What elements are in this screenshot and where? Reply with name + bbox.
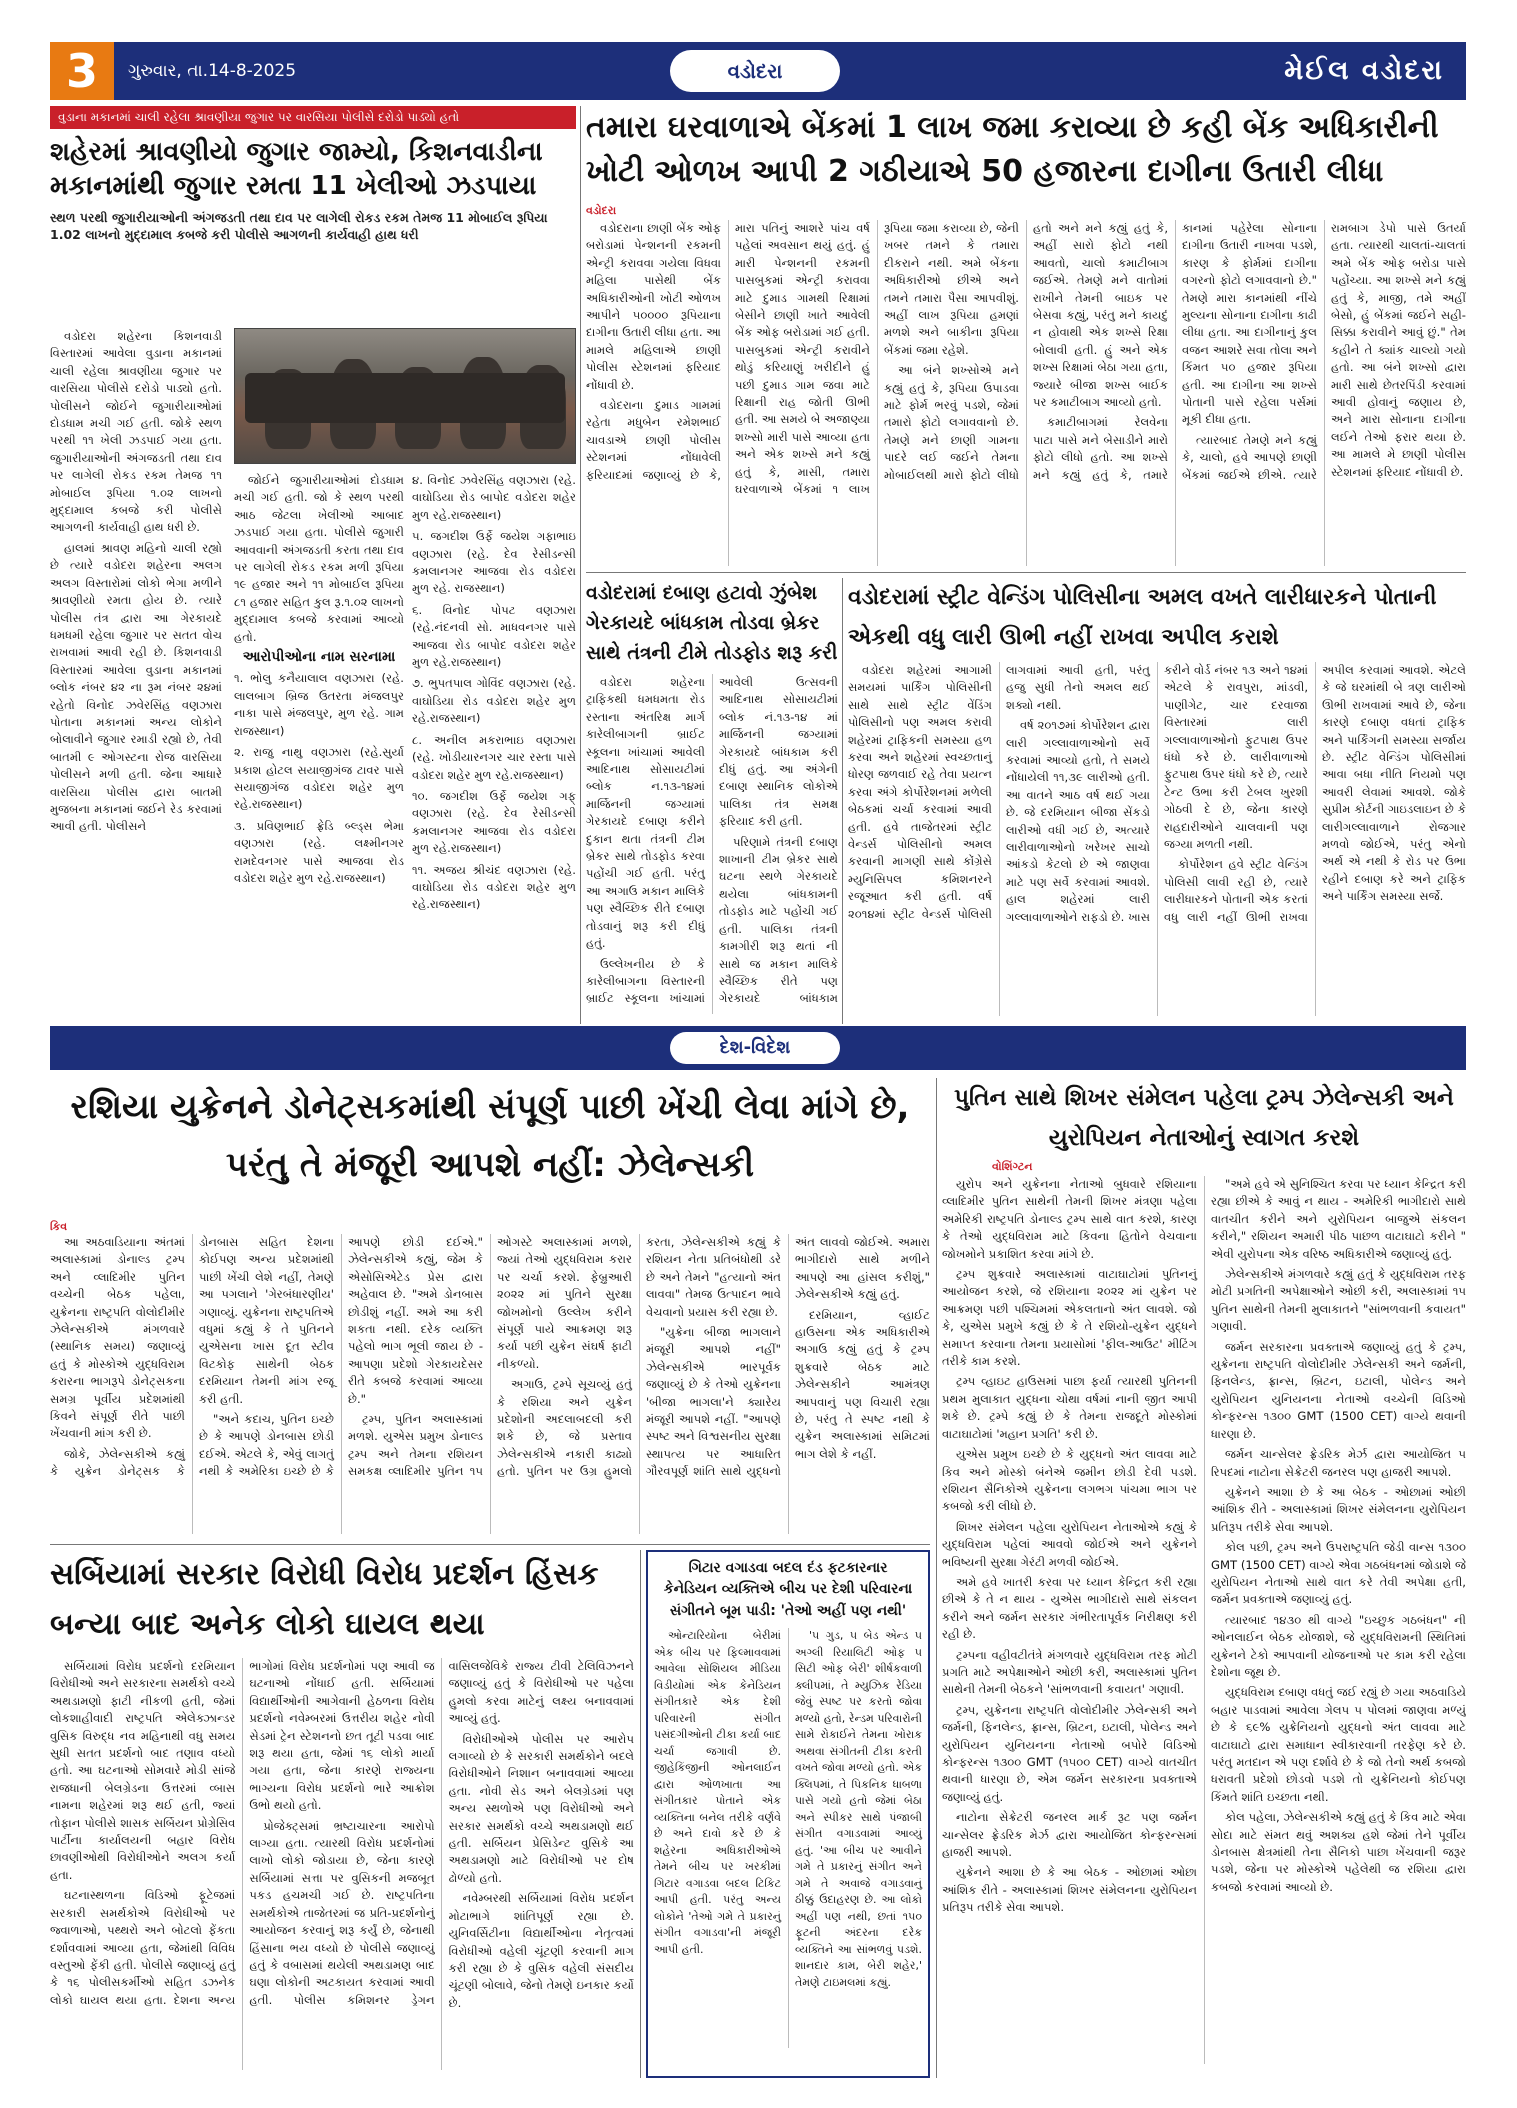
story-headline: કેનેડિયન વ્યક્તિએ બીચ પર દેશી પરિવારના સંગીતને બૂમ પાડી: 'તેઓ અહીં પણ નથી' — [663, 1581, 913, 1619]
story-headline: શહેરમાં શ્રાવણીયો જુગાર જામ્યો, કિશનવાડીના મકાનમાંથી જુગાર રમતા 11 ખેલીઓ ઝડપાયા — [50, 137, 543, 201]
story-body — [654, 1628, 922, 2048]
story-headline: પુતિન સાથે શિખર સંમેલન પહેલા ટ્રમ્પ ઝેલેન્સકી અને યુરોપિયન નેતાઓનું સ્વાગત કરશે — [954, 1085, 1454, 1151]
story-headline: રશિયા યુક્રેનને ડોનેટ્સકમાંથી સંપૂર્ણ પાછી ખેંચી લેવા માંગે છે, પરંતુ તે મંજૂરી આપશે નહીં: ઝેલેન્સકી — [70, 1087, 910, 1185]
story-paragraph: વડોદરા શહેરના ટ્રાફિકથી ધમધમતા રોડ રસ્તાના અંતરિક્ષ માર્ગ કારેલીબાગની બ્રાઈટ સ્કૂલના ખાંચામાં આવેલી આદિનાથ સોસાયટીમાં બ્લોક ન.૧૩-૧૪માં માર્જિનની જગ્યામાં ગેરકાયદે દબાણ કરીને દુકાન થતા તંત્રની ટીમ બ્રેકર સાથે તોડફોડ કરવા પહોંચી ગઈ હતી. પરંતુ આ અગાઉ મકાન માલિકે પણ સ્વૈચ્છિક રીતે દબાણ તોડવાનું શરૂ કરી દીધું હતું. — [586, 675, 705, 951]
accused-entry: ૧. ભોલુ કનૈયાલાલ વણઝારા (રહે. લાલબાગ બ્રિજ ઉતરતા મંજલપુર નાકા પાસે મંજલપુર, મુળ રહે. ગામ રાજસ્થાન) — [234, 671, 404, 738]
story-paragraph: વર્ષ ૨૦૧૭માં કોર્પોરેશન દ્વારા લારી ગલ્લાવાળાઓનો સર્વે કરવામાં આવ્યો હતો, તે સમયે નોંધાયેલી ૧૧,૩૯ લારીઓ હતી. આ વાતને આઠ વર્ષ થઈ ગયા છે. જે દરમિયાન બીજા સેંકડો લારીઓ વધી ગઈ છે, અત્યારે લારીવાળાઓનો ખરેખર સાચો આંકડો કેટલો છે એ જાણવા માટે પણ સર્વે કરવામાં આવશે. હાલ શહેરમાં લારી ગલ્લાવાળાઓને રાફડો છે. ખાસ કરીને વોર્ડ નંબર ૧૩ અને ૧૪માં એટલે કે રાવપુરા, માંડવી, પાણીગેટ, ચાર દરવાજા વિસ્તારમાં લારી ગલ્લાવાળાઓનો ફુટપાથ ઉપર ધંધો કરે છે. લારીવાળાઓ ફુટપાથ ઉપર ધંધો કરે છે, ત્યારે ટેન્ટ ઉભા કરી ટેબલ ખુરશી ગોઠવી દે છે, જેના કારણે રાહદારીઓને ચાલવાની પણ જગ્યા મળતી નથી. — [1006, 663, 1308, 924]
gambling-story — [50, 106, 576, 1024]
story-dateline: વોશિંગ્ટન — [992, 1160, 1033, 1173]
story-headline: સર્બિયામાં સરકાર વિરોધી વિરોધ પ્રદર્શન હિંસક બન્યા બાદ અનેક લોકો ઘાયલ થયા — [50, 1557, 599, 1642]
story-paragraph: અમે હવે ખાતરી કરવા પર ધ્યાન કેન્દ્રિત કરી રહ્યા છીએ કે તે ન થાય - યુએસ ભાગીદારો સાથે સંકલન કરીને અને જર્મન સરકાર ગંભીરતાપૂર્વક નિરીક્ષણ કરી રહી છે. — [942, 1574, 1197, 1642]
story-paragraph: નવેમ્બરથી સર્બિયામાં વિરોધ પ્રદર્શન મોટાભાગે શાંતિપૂર્ણ રહ્યા છે. યુનિવર્સિટીના વિદ્યાર્થીઓના નેતૃત્વમાં વિરોધીઓ વહેલી ચૂંટણી કરવાની માગ કરી રહ્યા છે કે વુસિક વહેલી સંસદીય ચૂંટણી બોલાવે, જેનો તેમણે ઇનકાર કર્યો છે. — [448, 1891, 634, 2010]
story-paragraph: યુરોપ અને યુક્રેનના નેતાઓ બુધવારે રશિયાના વ્લાદિમીર પુતિન સાથેની તેમની શિખર મંત્રણા પહેલા અમેરિકી રાષ્ટ્રપતિ ડોનાલ્ડ ટ્રમ્પ સાથે વાત કરશે, કારણ કે તેઓ યુદ્ધવિરામ માટે કિવના હિતોને વેચવાના જોખમોને પ્રકાશિત કરવા માંગે છે. — [942, 1177, 1197, 1261]
story-kicker: વુડાના મકાનમાં ચાલી રહેલા શ્રાવણીયા જુગાર પર વારસિયા પોલીસે દરોડો પાડ્યો હતો — [50, 106, 576, 129]
section-band-label: દેશ-વિદેશ — [670, 1032, 840, 1064]
story-body — [586, 674, 838, 1014]
story-paragraph: વડોદરાના દુમાડ ગામમાં રહેતા મધુબેન રમેશભાઈ ચાવડાએ છાણી પોલીસ સ્ટેશનમાં નોંધાવેલી ફરિયાદમાં જણાવ્યું છે કે, મારા પતિનું આશરે પાંચ વર્ષ પહેલાં અવસાન થયું હતું. હું મારી પેન્શનની રકમની પાસબુકમાં એન્ટ્રી કરાવવા માટે દુમાડ ગામથી રિક્ષામાં બેસીને છાણી ખાતે આવેલી બેંક ઓફ બરોડામાં ગઈ હતી. પાસબુકમાં એન્ટ્રી કરાવીને થોડું કરિયાણું ખરીદીને હું પછી દુમાડ ગામ જવા માટે રિક્ષાની રાહ જોતી ઊભી હતી. આ સમયે બે અજાણ્યા શખ્સો મારી પાસે આવ્યા હતા અને એક શખ્સે મને કહ્યું હતું કે, માસી, તમારા ઘરવાળાએ બેંકમાં ૧ લાખ રૂપિયા જમા કરાવ્યા છે, જેની ખબર તમને કે તમારા દીકરાને નથી. અમે બેંકના અધિકારીઓ છીએ અને તમને તમારા પૈસા આપવીશું. અહીં લાખ રૂપિયા હમણાં મળશે અને બાકીના રૂપિયા બેંકમાં જમા રહેશે. — [586, 221, 1019, 497]
story-headline: તમારા ઘરવાળાએ બેંકમાં 1 લાખ જમા કરાવ્યા છે કહી બેંક અધિકારીની ખોટી ઓળખ આપી 2 ગઠીયાએ 50 હજારના દાગીના ઉતારી લીધા — [586, 110, 1439, 189]
story-paragraph: ઝેલેન્સકીએ મંગળવારે કહ્યું હતું કે યુદ્ધવિરામ તરફ મોટી પ્રગતિની અપેક્ષાઓને ઓછી કરી, અલાસ્કામાં ૧૫ પુતિન સાથેની તેમની મુલાકાતને "સાંભળવાની કવાયત" ગણાવી. — [1211, 1267, 1466, 1334]
masthead — [50, 42, 1466, 100]
story-paragraph: જર્મન સરકારના પ્રવક્તાએ જણાવ્યું હતું કે ટ્રમ્પ, યુક્રેનના રાષ્ટ્રપતિ વોલોદીમીર ઝેલેન્સકી અને જર્મની, ફિનલેન્ડ, ફ્રાન્સ, બ્રિટન, ઇટાલી, પોલેન્ડ અને યુરોપિયન યુનિયનના નેતાઓ વચ્ચેની વિડિઓ કોન્ફરન્સ ૧૩૦૦ GMT (1500 CET) વાગ્યે થવાની ધારણા છે. — [1211, 1339, 1466, 1441]
story-paragraph: આ બંને શખ્સોએ મને કહ્યું હતું કે, રૂપિયા ઉપાડવા માટે ફોર્મ ભરવું પડશે, જેમાં તમારો ફોટો લગાવવાનો છે. તેમણે મને છાણી ગામના પાદરે લઈ જઈને તેમના મોબાઈલથી મારો ફોટો લીધો હતો અને મને કહ્યું હતું કે, અહીં સારો ફોટો નથી આવતો, ચાલો કમાટીબાગ જઈએ. તેમણે મને વાતોમાં રાખીને તેમની બાઇક પર બેસવા કહ્યું, પરંતુ મને કાયદું ન હોવાથી એક શખ્સે રિક્ષા બોલાવી હતી. હું અને એક શખ્સ રિક્ષામાં બેઠા ગયા હતા, જ્યારે બીજા શખ્સ બાઈક પર કમાટીબાગ આવ્યો હતો. — [884, 221, 1168, 482]
story-paragraph: દરમિયાન, વ્હાઈટ હાઉસના એક અધિકારીએ અગાઉ કહ્યું હતું કે ટ્રમ્પ શુક્રવારે બેઠક માટે ઝેલેન્સકીને આમંત્રણ આપવાનું પણ વિચારી રહ્યા છે, પરંતુ તે સ્પષ્ટ નથી કે યુક્રેન અલાસ્કામાં સમિટમાં ભાગ લેશે કે નહીં. — [795, 1307, 930, 1461]
story-paragraph: ટ્રમ્પ શુક્રવારે અલાસ્કામાં વાટાઘાટોમાં પુતિનનું આયોજન કરશે, જે રશિયાના ૨૦૨૨ માં યુક્રેન પર આક્રમણ પછી પશ્ચિમમાં એકલતાનો અંત લાવશે. જો કે, યુએસ પ્રમુખે કહ્યું છે કે તે રશિયો-યુક્રેન યુદ્ધને સમાપ્ત કરવાના તેમના પ્રયાસોમાં 'ફીલ-આઉટ' મીટિંગ તરીકે કામ કરશે. — [942, 1267, 1197, 1369]
story-paragraph: ઘટનાસ્થળના વિડિઓ ફૂટેજમાં સરકારી સમર્થકોએ વિરોધીઓ પર જ્વાળાઓ, પથ્થરો અને બોટલો ફેંકતા દર્શાવવામાં આવ્યા હતા, જેમાંથી વિવિધ વસ્તુઓ ફેંકી હતી. પોલીસે જણાવ્યું હતું કે ૧૬ પોલીસકર્મીઓ સહિત ડઝનેક લોકો ઘાયલ થયા હતા. દેશના અન્ય ભાગોમાં વિરોધ પ્રદર્શનોમાં પણ આવી જ ઘટનાઓ નોંધાઈ હતી. સર્બિયામાં વિદ્યાર્થીઓની આગેવાની હેઠળના વિરોધ પ્રદર્શનો નવેમ્બરમાં ઉત્તરીય શહેર નોવી સેડમાં ટ્રેન સ્ટેશનનો છત તૂટી પડવા બાદ શરૂ થયા હતા, જેમાં ૧૬ લોકો માર્યા ગયા હતા, જેના કારણે રાજ્યના ભાગ્યના વિરોધ પ્રદર્શનો ભારે આક્રોશ ઉભો થયો હતો. — [50, 1659, 435, 2007]
accused-list-a — [234, 649, 404, 887]
accused-entry: ૫. જગદીશ ઉર્ફે જયેશ ગફાભાઇ વણઝારા (રહે. દેવ રેસીડન્સી કમલાનગર આજવા રોડ વડોદરા મુળ રહે. રાજસ્થાન) — [412, 529, 576, 596]
story-paragraph: કોર્પોરેશન હવે સ્ટ્રીટ વેન્ડિંગ પોલિસી લાવી રહી છે, ત્યારે લારીધારકને પોતાની એક કરતાં વધુ લારી નહીં ઊભી રાખવા અપીલ કરવામાં આવશે. એટલે કે જે ઘરમાંથી બે ત્રણ લારીઓ ઊભી રાખવામાં આવે છે, જેના કારણે દબાણ વધતાં ટ્રાફિક અને પાર્કિંગની સમસ્યા સર્જાય છે. સ્ટ્રીટ વેન્ડિંગ પોલિસીમાં આવા બધા નીતિ નિયમો પણ આવરી લેવામાં આવશે. જોકે સુપ્રીમ કોર્ટની ગાઇડલાઇન છે કે લારીગલ્લાવાળાને રોજગાર મળવો જોઈએ, પરંતુ એનો અર્થ એ નથી કે રોડ પર ઉભા રહીને દબાણ કરે અને ટ્રાફિક અને પાર્કિંગ સમસ્યા સર્જે. — [1164, 663, 1466, 924]
story-paragraph: સર્બિયામાં વિરોધ પ્રદર્શનો દરમિયાન વિરોધીઓ અને સરકારના સમર્થકો વચ્ચે અથડામણો ફાટી નીકળી હતી, જેમાં લોકશાહીવાદી રાષ્ટ્રપતિ એલેક્ઝાન્ડર વુસિક વિરુદ્ધ નવ મહિનાથી વધુ સમય સુધી સતત પ્રદર્શનો બાદ તણાવ વધ્યો હતો. આ ઘટનાઓ સોમવારે મોડી સાંજે રાજધાની બેલગ્રેડના ઉત્તરમાં વ્બાસ નામના શહેરમાં શરૂ થઈ હતી, જ્યાં તોફાન પોલીસે શાસક સર્બિયન પ્રોગ્રેસિવ પાર્ટીના કાર્યાલયની બહાર વિરોધ છાવણીઓથી વિરોધીઓને અલગ કર્યા હતા. — [50, 1659, 236, 1882]
story-paragraph: કોલ પહેલા, ઝેલેન્સકીએ કહ્યું હતું કે કિવ માટે એવા સોદા માટે સંમત થવું અશક્ય હશે જેમાં તેને પૂર્વીય ડોનબાસ ક્ષેત્રમાંથી તેના સૈનિકો પાછા ખેંચવાની જરૂર પડશે, જેના પર મોસ્કોએ પહેલેથી જ રશિયા દ્વારા કબજો કરવામાં આવ્યો છે. — [1211, 1810, 1466, 1894]
newspaper-brand: મેઈલ વડોદરા — [1284, 55, 1444, 86]
story-paragraph: "અને કદાચ, પુતિન ઇચ્છે છે કે આપણે ડોનબાસ છોડી દઈએ. એટલે કે, એવું લાગતું નથી કે અમેરિકા ઇચ્છે છે કે આપણે છોડી દઈએ." ઝેલેન્સકીએ કહ્યું, જેમ કે એસોસિએટેડ પ્રેસ દ્વારા અહેવાલ છે. "અમે ડોનબાસ છોડીશું નહીં. અમે આ કરી શકતા નથી. દરેક વ્યક્તિ પહેલો ભાગ ભૂલી જાય છે - આપણા પ્રદેશો ગેરકાયદેસર રીતે કબજે કરવામાં આવ્યા છે." — [199, 1235, 483, 1479]
story-paragraph: ટ્રમ્પ, પુતિન અલાસ્કામાં મળશે. યુએસ પ્રમુખ ડોનાલ્ડ ટ્રમ્પ અને તેમના રશિયન સમકક્ષ વ્લાદિમીર પુતિન ૧૫ ઓગસ્ટે અલાસ્કામાં મળશે, જ્યાં તેઓ યુદ્ધવિરામ કરાર પર ચર્ચા કરશે. ફેબ્રુઆરી ૨૦૨૨ માં પુતિને સુરક્ષા જોખમોનો ઉલ્લેખ કરીને સંપૂર્ણ પાયે આક્રમણ શરૂ કર્યા પછી યુક્રેન સંઘર્ષ ફાટી નીકળ્યો. — [348, 1235, 632, 1479]
raid-photo — [234, 328, 576, 464]
story-paragraph: ત્યારબાદ ૧૪૩૦ થી વાગ્યે "ઇચ્છુક ગઠબંધન" ની ઓનલાઈન બેઠક યોજાશે, જે યુદ્ધવિરામની સ્થિતિમાં યુક્રેનને ટેકો આપવાની યોજનાઓ પર કામ કરી રહેલા દેશોના જૂથ છે. — [1211, 1612, 1466, 1679]
story-kicker: ગિટાર વગાડવા બદલ દંડ ફટકારનાર — [688, 1560, 888, 1576]
accused-entry: ૧૦. જગદીશ ઉર્ફે જયેશ ગફ્ વણઝારા (રહે. દેવ રેસીડન્સી કમલાનગર આજવા રોડ વડોદરા મુળ રહે.રાજસ્થાન) — [412, 788, 576, 856]
story-dateline: કિવ — [50, 1220, 68, 1233]
story-paragraph: ટ્રમ્પ, યુક્રેનના રાષ્ટ્રપતિ વોલોદીમીર ઝેલેન્સકી અને જર્મની, ફિનલેન્ડ, ફ્રાન્સ, બ્રિટન, ઇટાલી, પોલેન્ડ અને યુરોપિયન યુનિયનના નેતાઓ બપોરે વિડિઓ કોન્ફરન્સ ૧૩૦૦ GMT (૧૫૦૦ CET) વાગ્યે વાતચીત થવાની ધારણા છે, એમ જર્મન સરકારના પ્રવક્તાએ જણાવ્યું હતું. — [942, 1702, 1197, 1804]
story-body — [586, 220, 1466, 566]
story-paragraph: જોઈને જુગારીયાઓમાં દોડધામ મચી ગઈ હતી. જો કે સ્થળ પરથી આઠ જેટલા ખેલીઓ આબાદ ઝડપાઈ ગયા હતા. પોલીસે જુગારી આવવાની અંગજડતી કરતા તથા દાવ પર લાગેલી રોકડ રકમ મળી રૂપિયા ૧૯ હજાર અને ૧૧ મોબાઈલ રૂપિયા ૮૧ હજાર સહિત કુલ રૂ.૧.૦૨ લાખનો મુદ્દામાલ કબજે કરવામાં આવ્યો હતો. — [234, 473, 404, 644]
page-number: 3 — [50, 42, 114, 100]
story-paragraph: પરિણામે તંત્રની દબાણ શાખાની ટીમ બ્રેકર સાથે ઘટના સ્થળે ગેરકાયદે થયેલા બાંધકામની તોડફોડ માટે પહોંચી ગઈ હતી. પાલિકા તંત્રની કામગીરી શરૂ થતાં ની સાથે જ મકાન માલિકે સ્વૈચ્છિક રીતે પણ ગેરકાયદે બાંધકામ — [719, 834, 838, 1006]
accused-entry: ૧૧. અજય શ્રીચંદ વણઝારા (રહે. વાઘોડિયા રોડ વડોદરા શહેર મુળ રહે.રાજસ્થાન) — [412, 862, 576, 912]
story-body — [50, 1658, 634, 2070]
section-label: વડોદરા — [670, 50, 840, 92]
street-vending-story — [848, 578, 1466, 1024]
story-dateline: વડોદરા — [586, 204, 617, 217]
accused-heading: આરોપીઓના નામ સરનામા — [242, 649, 396, 666]
story-paragraph: યુએસ પ્રમુખ ઇચ્છે છે કે યુદ્ધનો અંત લાવવા માટે કિવ અને મોસ્કો બંનેએ જમીન છોડી દેવી પડશે. રશિયન સૈનિકોએ યુક્રેનના લગભગ પાંચમા ભાગ પર કબજો કરી લીધો છે. — [942, 1447, 1197, 1514]
story-paragraph: યુક્રેનને આશા છે કે આ બેઠક - ઓછામાં ઓછા આંશિક રીતે - અલાસ્કામાં શિખર સંમેલનના યુરોપિયન પ્રતિરૂપ તરીકે સેવા આપશે. — [942, 1865, 1197, 1915]
story-paragraph: વિરોધીઓએ પોલીસ પર આરોપ લગાવ્યો છે કે સરકારી સમર્થકોને બદલે વિરોધીઓને નિશાન બનાવવામાં આવ્યા હતા. નોવી સેડ અને બેલગ્રેડમાં પણ અન્ય સ્થળોએ પણ વિરોધીઓ અને સરકાર સમર્થકો વચ્ચે અથડામણો થઈ હતી. સર્બિયન પ્રેસિડેન્ટ વુસિકે આ અથડામણો માટે વિરોધીઓ પર દોષ ઢોળ્યો હતો. — [448, 1731, 634, 1885]
story-body — [848, 662, 1466, 1016]
story-deck: સ્થળ પરથી જુગારીયાઓની અંગજડતી તથા દાવ પર લાગેલી રોકડ રકમ તેમજ 11 મોબાઈલ રૂપિયા 1.02 લાખનો મુદ્દામાલ કબજે કરી પોલીસે આગળની કાર્યવાહી હાથ ધરી — [50, 210, 548, 242]
story-body-col2 — [234, 472, 404, 1018]
accused-list-b — [412, 472, 576, 1018]
story-paragraph: પ્રોજેક્ટ્સમાં ભ્રષ્ટાચારના આરોપો લાગ્યા હતા. ત્યારથી વિરોધ પ્રદર્શનોમાં લાખો લોકો જોડાયા છે, જેના કારણે સર્બિયામાં સત્તા પર વુસિકની મજબૂત પકડ હચમચી ગઈ છે. રાષ્ટ્રપતિના સમર્થકોએ તાજેતરમાં જ પ્રતિ-પ્રદર્શનોનું આયોજન કરવાનું શરૂ કર્યું છે, જેનાથી હિંસાના ભય વધ્યો છે પોલીસે જણાવ્યું હતું કે વબાસમાં થયેલી અથડામણ બાદ ઘણા લોકોની અટકાયત કરવામાં આવી હતી. પોલીસ કમિશનર ડ્રેગન વાસિલજેવિકે રાજ્ય ટીવી ટેલિવિઝનને જણાવ્યું હતું કે વિરોધીઓ પર પહેલા હુમલો કરવા માટેનું લક્ષ્ય બનાવવામાં આવ્યું હતું. — [249, 1659, 634, 2007]
story-paragraph: ઉલ્લેખનીય છે કે કારેલીબાગના વિસ્તારની બ્રાઈટ સ્કૂલના ખાંચામાં આવેલી ઉત્સવની આદિનાથ સોસાયટીમાં બ્લોક નં.૧૩-૧૪ માં માર્જિનની જગ્યામાં ગેરકાયદે બાંધકામ કરી દીધું હતું. આ અંગેની દબાણ સ્થાનિક લોકોએ પાલિકા તંત્ર સમક્ષ ફરિયાદ કરી હતી. — [586, 675, 838, 1006]
story-paragraph: ટ્રમ્પના વહીવટીતંત્રે મંગળવારે યુદ્ધવિરામ તરફ મોટી પ્રગતિ માટે અપેક્ષાઓને ઓછી કરી, અલાસ્કામાં પુતિન સાથેની તેમની બેઠકને 'સાંભળવાની કવાયત' ગણાવી. — [942, 1647, 1197, 1697]
demolition-story — [586, 578, 838, 1024]
story-paragraph: કમાટીબાગમાં રેલવેના પાટા પાસે મને બેસાડીને મારો ફોટો લીધો હતો. આ શખ્સે મને કહ્યું હતું કે, તમારે કાનમાં પહેરેલા સોનાના દાગીના ઉતારી નાખવા પડશે, કારણ કે ફોર્મમાં દાગીના વગરનો ફોટો લગાવવાનો છે." તેમણે મારા કાનમાંથી નીંચે મુલ્યના સોનાના દાગીના કાઢી લીધા હતા. આ દાગીનાનું કુલ વજન આશરે સવા તોલા અને કિંમત ૫૦ હજાર રૂપિયા હતી. આ દાગીના આ શખ્સે પોતાની પાસે રહેલા પર્સમાં મૂકી દીધા હતા. — [1033, 221, 1317, 482]
issue-date: ગુરુવાર, તા.14-8-2025 — [128, 61, 297, 81]
story-paragraph: હાલમાં શ્રાવણ મહિનો ચાલી રહ્યો છે ત્યારે વડોદરા શહેરના અલગ અલગ વિસ્તારોમાં લોકો ભેગા મળીને શ્રાવણીયો રમતા હોય છે. ત્યારે પોલીસ તંત્ર દ્વારા આ ગેરકાયદે ધમધમી રહેલા જુગાર પર સતત વોચ રાખવામાં આવી રહી છે. કિશનવાડી વિસ્તારમાં આવેલા વુડાના મકાનમાં બ્લોક નંબર ૪૨ ના રૂમ નંબર ૨૪માં રહેતો વિનોદ ઝવેરસિંહ વણઝારા પોતાના મકાનમાં અન્ય લોકોને બોલાવીને જુગાર રમાડી રહ્યો છે, તેવી બાતમી ૯ ઓગસ્ટના રોજ વારસિયા પોલીસને મળી હતી. જેના આધારે વારસિયા પોલીસ દ્વારા બાતમી મુજબના મકાનમાં જઈને રેડ કરવામાં આવી હતી. પોલીસને — [50, 540, 222, 834]
accused-entry: ૮. અનીલ મકરાભાઇ વણઝારા (રહે. ખોડીયારનગર ચાર રસ્તા પાસે વડોદરા શહેર મુળ રહે.રાજસ્થાન) — [412, 732, 576, 782]
story-paragraph: આ અઠવાડિયાના અંતમાં અલાસ્કામાં ડોનાલ્ડ ટ્રમ્પ અને વ્લાદિમીર પુતિન વચ્ચેની બેઠક પહેલા, યુક્રેનના રાષ્ટ્રપતિ વોલોદીમીર ઝેલેન્સકીએ મંગળવારે (સ્થાનિક સમય) જણાવ્યું હતું કે મોસ્કોએ યુદ્ધવિરામ કરારના ભાગરૂપે ડોનેટ્સકના સમગ્ર પૂર્વીય પ્રદેશમાંથી કિવને સંપૂર્ણ રીતે પાછી ખેંચવાની માંગ કરી છે. — [50, 1235, 185, 1441]
story-paragraph: "યુક્રેના બીજા ભાગલાને મંજૂરી આપશે નહીં" ઝેલેન્સકીએ ભારપૂર્વક જણાવ્યું છે કે તેઓ યુક્રેનના 'બીજા ભાગલા'ને ક્યારેય મંજૂરી આપશે નહીં. "આપણે સ્પષ્ટ અને વિશ્વસનીય સુરક્ષા સ્થાપત્ય પર આધારિત ગૌરવપૂર્ણ શાંતિ સાથે યુદ્ધનો અંત લાવવો જોઈએ. અમારા ભાગીદારો સાથે મળીને આપણે આ હાંસલ કરીશું," ઝેલેન્સકીએ કહ્યું હતું. — [646, 1235, 930, 1479]
story-headline: વડોદરામાં દબાણ હટાવો ઝુંબેશ ગેરકાયદે બાંધકામ તોડવા બ્રેકર સાથે તંત્રની ટીમે તોડફોડ શરૂ કરી — [586, 582, 838, 664]
story-paragraph: ત્યારબાદ તેમણે મને કહ્યું કે, ચાલો, હવે આપણે છાણી બેંકમાં જઈએ છીએ. ત્યારે રામબાગ ડેપો પાસે ઉતર્યા હતા. ત્યારથી ચાલતાં-ચાલતાં અમે બેંક ઓફ બરોડા પાસે પહોંચ્યા. આ શખ્સે મને કહ્યું હતું કે, માજી, તમે અહીં બેસો, હું બેંકમાં જઈને સહી-સિક્કા કરાવીને આવું છું." તેમ કહીને તે ક્યાંક ચાલ્યો ગયો હતો. આ બંને શખ્સો દ્વારા મારી સાથે છેતરપિંડી કરવામાં આવી હોવાનું જણાય છે, અને મારા સોનાના દાગીના લઈને તેઓ ફરાર થયા છે. આ મામલે મે છાણી પોલીસ સ્ટેશનમાં ફરિયાદ નોંધાવી છે. — [1182, 221, 1466, 482]
story-body — [942, 1176, 1466, 2064]
story-paragraph: વડોદરા શહેરમાં આગામી સમયમાં પાર્કિંગ પોલિસીની સાથે સાથે સ્ટ્રીટ વેંડિંગ પોલિસીનો પણ અમલ કરાવી શહેરમાં ટ્રાફિકની સમસ્યા હળ કરવા અને શહેરમાં સ્વચ્છતાનું ધોરણ જળવાઈ રહે તેવા પ્રયત્ન કરવા અંગે કોર્પોરેશનમાં મળેલી બેઠકમાં ચર્ચા કરવામાં આવી હતી. હવે તાજેતરમાં સ્ટ્રીટ વેન્ડર્સ પોલિસીનો અમલ કરવાની માગણી સાથે કોંગ્રેસે મ્યુનિસિપલ કમિશનરને રજૂઆત કરી હતી. વર્ષ ૨૦૧૪માં સ્ટ્રીટ વેન્ડર્સ પોલિસી લાગવામાં આવી હતી, પરંતુ હજુ સુધી તેનો અમલ થઈ શક્યો નથી. — [848, 663, 1150, 921]
accused-entry: ૨. રાજુ નાથુ વણઝારા (રહે.સુર્યા પ્રકાશ હોટલ સયાજીગંજ ટાવર પાસે સયાજીગંજ વડોદરા શહેર મુળ રહે.રાજસ્થાન) — [234, 745, 404, 812]
accused-entry: ૩. પ્રવિણભાઈ ફ્રેડિ બ્લ્ડ્સ ભેમા વણઝારા (રહે. લક્ષ્મીનગર રામદેવનગર પાસે આજવા રોડ વડોદરા શહેર મુળ રહે.રાજસ્થાન) — [234, 818, 404, 885]
story-paragraph: "અમે હવે એ સુનિશ્ચિત કરવા પર ધ્યાન કેન્દ્રિત કરી રહ્યા છીએ કે આવું ન થાય - અમેરિકી ભાગીદારો સાથે વાતચીત કરીને અને યુરોપિયન બાજુએ સંકલન કરીને," રશિયન અમારી પીઠ પાછળ વાટાઘાટો કરીને " એવી યુરોપના એક વરિષ્ઠ અધિકારીએ જણાવ્યું હતું. — [1211, 1177, 1466, 1261]
story-paragraph: યુક્રેનને આશા છે કે આ બેઠક - ઓછામાં ઓછી આંશિક રીતે - અલાસ્કામાં શિખર સંમેલનના યુરોપિયન પ્રતિરૂપ તરીકે સેવા આપશે. — [1211, 1484, 1466, 1534]
zelensky-story — [50, 1078, 930, 1538]
accused-entry: ૬. વિનોદ પોપટ વણઝારા (રહે.નંદનવી સો. માધવનગર પાસે આજવા રોડ બાપોદ વડોદરા શહેર મુળ રહે.રાજસ્થાન) — [412, 602, 576, 670]
story-paragraph: નાટોના સેક્રેટરી જનરલ માર્ક રૂટ પણ જર્મન ચાન્સેલર ફ્રેડરિક મેર્ઝ દ્વારા આયોજિત કોન્ફરન્સમાં હાજરી આપશે. — [942, 1810, 1197, 1860]
story-body — [50, 1234, 930, 1534]
story-paragraph: ઓન્ટારિયોના બેરીમાં એક બીચ પર ફિલ્માવવામાં આવેલા સોશિયલ મીડિયા વિડીયોમાં એક કેનેડિયન સંગીતકારે એક દેશી પરિવારની સંગીત પસંદગીઓની ટીકા કર્યા બાદ ચર્ચા જગાવી છે. જીહેકિંજીની ઓનલાઈન દ્વારા ઓળખાતા આ સંગીતકાર પોતાને એક વ્યક્તિના બનેલ તરીકે વર્ણવે છે અને દાવો કરે છે કે શહેરના અધિકારીઓએ તેમને બીચ પર ખરકીમાં ગિટાર વગાડવા બદલ ટિકિટ આપી હતી. પરંતુ અન્ય લોકોને 'તેઓ ગમે તે પ્રકારનું સંગીત વગાડવા'ની મંજૂરી આપી હતી. — [654, 1629, 781, 1956]
story-paragraph: અગાઉ, ટ્રમ્પે સૂચવ્યું હતું કે રશિયા અને યુક્રેન પ્રદેશોની અદલાબદલી કરી શકે છે, જે પ્રસ્તાવ ઝેલેન્સકીએ નકારી કાઢ્યો હતો. પુતિન પર ઉગ્ર હુમલો કરતા, ઝેલેન્સકીએ કહ્યું કે રશિયન નેતા પ્રતિબંધોથી ડરે છે અને તેમને "હત્યાનો અંત લાવવા" તેમજ ઉત્પાદન ભાવે વેચવાનો પ્રયાસ કરી રહ્યા છે. — [497, 1235, 781, 1479]
story-paragraph: વડોદરા શહેરના કિશનવાડી વિસ્તારમાં આવેલા વુડાના મકાનમાં ચાલી રહેલા શ્રાવણીયા જુગાર પર વારસિયા પોલીસે દરોડો પાડ્યો હતો. પોલીસને જોઈને જુગારીયાઓમાં દોડધામ મચી ગઈ હતી. જોકે સ્થળ પરથી ૧૧ ખેલી ઝડપાઈ ગયા હતા. જુગારીયાઓની અંગજડતી તથા દાવ પર લાગેલી રોકડ રકમ તેમજ ૧૧ મોબાઈલ રૂપિયા ૧.૦૨ લાખનો મુદ્દામાલ કબજે કરી પોલીસે આગળની કાર્યવાહી હાથ ધરી છે. — [50, 329, 222, 535]
story-paragraph: જર્મન ચાન્સેલર ફ્રેડરિક મેર્ઝ દ્વારા આયોજિત ૫ રિપદમાં નાટોના સેક્રેટરી જનરલ પણ હાજરી આપશે. — [1211, 1447, 1466, 1479]
bank-fraud-story — [586, 106, 1466, 568]
putin-summit-story — [942, 1078, 1466, 2078]
story-paragraph: યુદ્ધવિરામ દબાણ વધતું જઈ રહ્યું છે ગયા અઠવાડિયે બહાર પાડવામાં આવેલા ગેલપ ૫ પોલમાં જાણવા મળ્યું છે કે ૬૯% યુક્રેનિયનો યુદ્ધનો અંત લાવવા માટે વાટાઘાટો દ્વારા સમાધાન સ્વીકારવાની તરફેણ કરે છે. પરંતુ મતદાન એ પણ દર્શાવે છે કે જો તેનો અર્થ કબજો ધરાવતી પ્રદેશો છોડવો પડશે તો યુક્રેનિયનો કોઈપણ કિંમતે શાંતિ ઇચ્છતા નથી. — [1211, 1685, 1466, 1804]
story-body-col1 — [50, 328, 222, 1018]
guitar-story — [646, 1550, 930, 2078]
story-paragraph: શિખર સંમેલન પહેલા યુરોપિયન નેતાઓએ કહ્યું કે યુદ્ધવિરામ પહેલાં આવવો જોઈએ અને યુક્રેનને ભવિષ્યની સુરક્ષા ગેરંટી મળવી જોઈએ. — [942, 1519, 1197, 1569]
accused-entry: ૪. વિનોદ ઝવેરસિંહ વણઝારા (રહે. વાઘોડિયા રોડ બાપોદ વડોદરા શહેર મુળ રહે.રાજસ્થાન) — [412, 473, 576, 522]
accused-entry: ૭. ભુપતપાલ ગોવિંદ વણઝારા (રહે. વાઘોડિયા રોડ વડોદરા શહેર મુળ રહે.રાજસ્થાન) — [412, 676, 576, 726]
story-paragraph: '૫ ગુડ, ૫ બેડ એન્ડ ૫ અગ્લી રિયાલિટી ઓફ ૫ સિટી ઓફ બેરી' શીર્ષકવાળી ક્લીપમાં, તે મ્યુઝિક રેડિયા જેવું સ્પષ્ટ પર કરતો જોવા મળ્યો હતો, રેન્ડમ પરિવારોની સામે રોકાઈને તેમના ખોરાક અથવા સંગીતની ટીકા કરતી વખતે જોવા મળ્યો હતો. એક ક્લિપમાં, તે પિકનિક ધાબળા પાસે ગયો હતો જેમાં બેઠા અને સ્પીકર સાથે પંજાબી સંગીત વગાડવામાં આવ્યું હતું. 'આ બીચ પર આવીને ગમે તે પ્રકારનું સંગીત અને ગમે તે અવાજે વગાડવાનું ઠીક્કું ઉદાહરણ છે. આ લોકો અહીં પણ નથી, છતાં ૧૫૦ ફૂટની અંદરના દરેક વ્યક્તિને આ સાંભળવું પડશે. શાનદાર કામ, બેરી શહેર,' તેમણે ટાઇમલમાં કહ્યું. — [795, 1629, 922, 1989]
story-paragraph: જોકે, ઝેલેન્સકીએ કહ્યું કે યુક્રેન ડોનેટ્સક કે ડોનબાસ સહિત દેશના કોઈપણ અન્ય પ્રદેશમાંથી પાછી ખેંચી લેશે નહીં, તેમણે આ પગલાને 'ગેરબંધારણીય' ગણાવ્યું. યુક્રેનના રાષ્ટ્રપતિએ વધુમાં કહ્યું કે તે પુતિનને યુએસના ખાસ દૂત સ્ટીવ વિટકોફ સાથેની બેઠક દરમિયાન તેમની માંગ રજૂ કરી હતી. — [50, 1235, 334, 1479]
serbia-story — [50, 1550, 634, 2078]
story-paragraph: કોલ પછી, ટ્રમ્પ અને ઉપરાષ્ટ્રપતિ જેડી વાન્સ ૧૩૦૦ GMT (1500 CET) વાગ્યે એવા ગઠબંધનમાં જોડાશે જે યુરોપિયન નેતાઓ સાથે વાત કરે તેવી અપેક્ષા હતી, જર્મન પ્રવક્તાએ જણાવ્યું હતું. — [1211, 1540, 1466, 1607]
section-band — [50, 1026, 1466, 1070]
story-paragraph: વડોદરાના છાણી બેંક ઓફ બરોડામાં પેન્શનની રકમની એન્ટ્રી કરાવવા ગયેલા વિધવા મહિલા પાસેથી બેંક અધિકારીઓની ખોટી ઓળખ આપીને ૫૦૦૦૦ રૂપિયાના દાગીના ઉતારી લીધા હતા. આ મામલે મહિલાએ છાણી પોલીસ સ્ટેશનમાં ફરિયાદ નોંધાવી છે. — [586, 221, 722, 392]
story-headline: વડોદરામાં સ્ટ્રીટ વેન્ડિંગ પોલિસીના અમલ વખતે લારીધારકને પોતાની એકથી વધુ લારી ઊભી નહીં રાખવા અપીલ કરાશે — [848, 585, 1437, 650]
story-paragraph: ટ્રમ્પ વ્હાઇટ હાઉસમાં પાછા ફર્યા ત્યારથી પુતિનની પ્રથમ મુલાકાત યુદ્ધના ચોથા વર્ષમાં નાની જીત આપી શકે છે. ટ્રમ્પે કહ્યું છે કે તેમના રાજદૂતે મોસ્કોમાં વાટાઘાટોમાં 'મહાન પ્રગતિ' કરી છે. — [942, 1374, 1197, 1441]
